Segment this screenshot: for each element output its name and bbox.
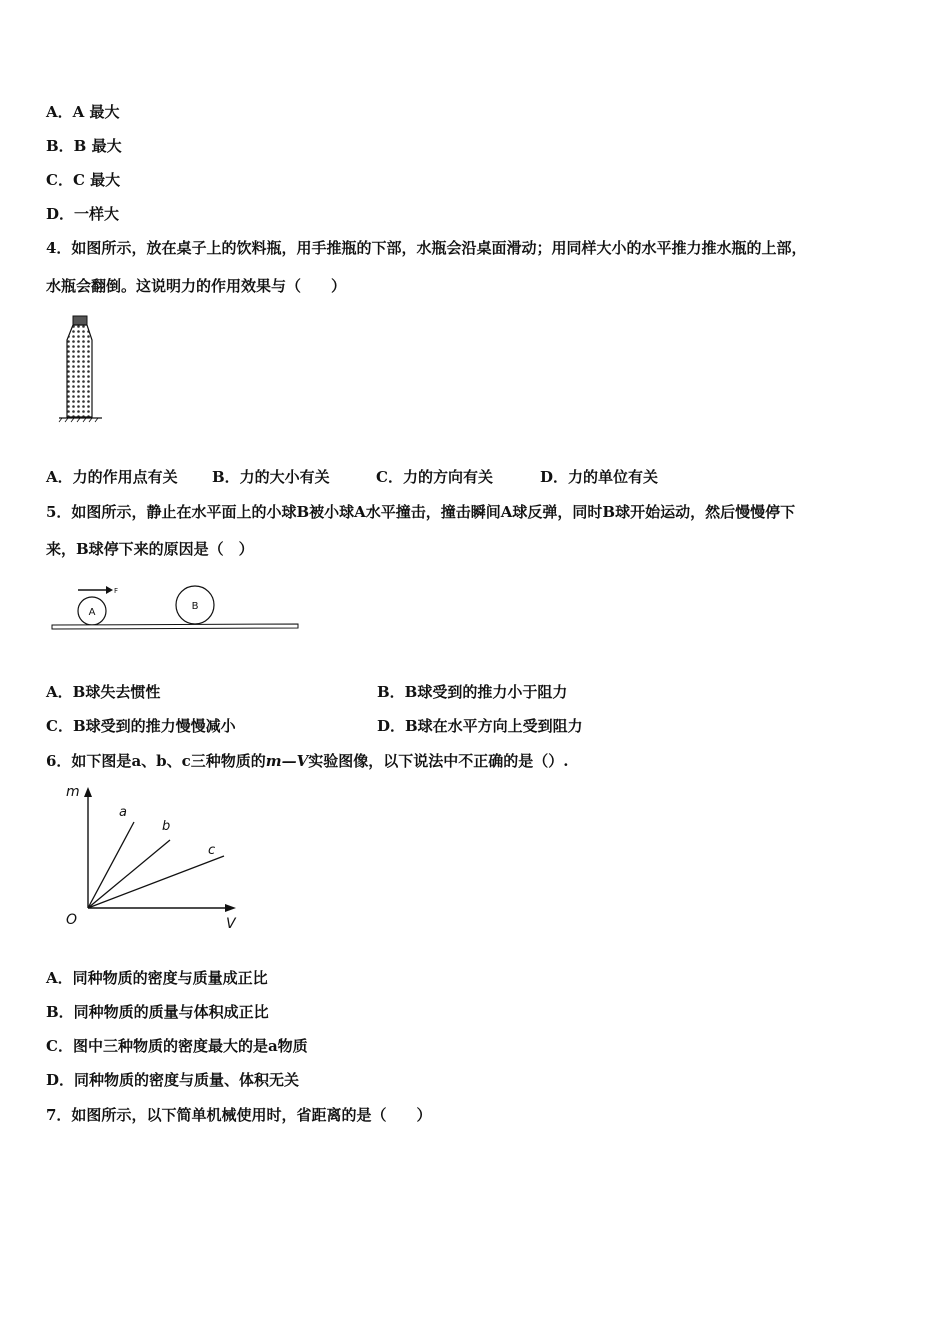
line-b-label: b xyxy=(162,819,171,834)
q5-stem-line2: 来，B球停下来的原因是（ ） xyxy=(46,540,254,558)
q4-option-d: D．力的单位有关 xyxy=(540,468,659,486)
bottle-figure xyxy=(56,314,106,426)
line-c-label: c xyxy=(208,843,216,858)
line-a-label: a xyxy=(119,805,127,820)
ground-surface xyxy=(52,624,298,629)
q4-option-c: C．力的方向有关 xyxy=(376,468,493,486)
line-b xyxy=(88,840,170,908)
q6-stem xyxy=(46,751,569,771)
origin-label: O xyxy=(66,912,78,928)
bottle-cap xyxy=(73,316,87,325)
force-label: F xyxy=(114,587,119,595)
bottle-body xyxy=(67,325,92,417)
q6-stem-prefix: 6．如下图是a、b、c三种物质的 xyxy=(46,752,266,770)
q4-option-a: A．力的作用点有关 xyxy=(46,468,178,486)
x-axis-arrow xyxy=(225,904,236,912)
q5-option-b: B．B球受到的推力小于阻力 xyxy=(377,683,568,701)
x-axis-label: V xyxy=(226,916,236,932)
q4-stem-line1: 4．如图所示，放在桌子上的饮料瓶，用手推瓶的下部，水瓶会沿桌面滑动；用同样大小的水平推力推水瓶的上部， xyxy=(46,239,807,257)
q5-option-a: A．B球失去惯性 xyxy=(46,683,161,701)
line-a xyxy=(88,822,134,908)
ball-a-label: A xyxy=(88,607,96,618)
y-axis-arrow xyxy=(84,787,92,797)
q6-option-a: A．同种物质的密度与质量成正比 xyxy=(46,969,268,987)
q3-option-d: D．一样大 xyxy=(46,205,120,223)
q3-option-c: C．C 最大 xyxy=(46,171,121,189)
table-hatch xyxy=(59,418,98,422)
ball-b-label: B xyxy=(191,601,199,612)
y-axis-label: m xyxy=(66,784,80,800)
line-c xyxy=(88,856,224,908)
q3-option-b: B．B 最大 xyxy=(46,137,122,155)
q6-option-b: B．同种物质的质量与体积成正比 xyxy=(46,1003,269,1021)
q5-option-d: D．B球在水平方向上受到阻力 xyxy=(377,717,583,735)
collision-figure xyxy=(50,582,304,634)
q5-option-c: C．B球受到的推力慢慢减小 xyxy=(46,717,236,735)
q6-option-d: D．同种物质的密度与质量、体积无关 xyxy=(46,1071,300,1089)
q3-option-a: A．A 最大 xyxy=(46,103,120,121)
q5-stem-line1: 5．如图所示，静止在水平面上的小球B被小球A水平撞击，撞击瞬间A球反弹，同时B球开始运动，然后慢慢停下 xyxy=(46,503,796,521)
q6-stem-suffix: 实验图像，以下说法中不正确的是（）. xyxy=(308,752,569,770)
q4-option-b: B．力的大小有关 xyxy=(212,468,330,486)
q6-stem-mv: m—V xyxy=(265,752,309,770)
q7-stem: 7．如图所示，以下简单机械使用时，省距离的是（ ） xyxy=(46,1106,432,1124)
q4-stem-line2: 水瓶会翻倒。这说明力的作用效果与（ ） xyxy=(46,277,347,295)
q6-option-c: C．图中三种物质的密度最大的是a物质 xyxy=(46,1037,308,1055)
mv-graph xyxy=(56,782,252,936)
force-arrow-head xyxy=(106,586,113,594)
